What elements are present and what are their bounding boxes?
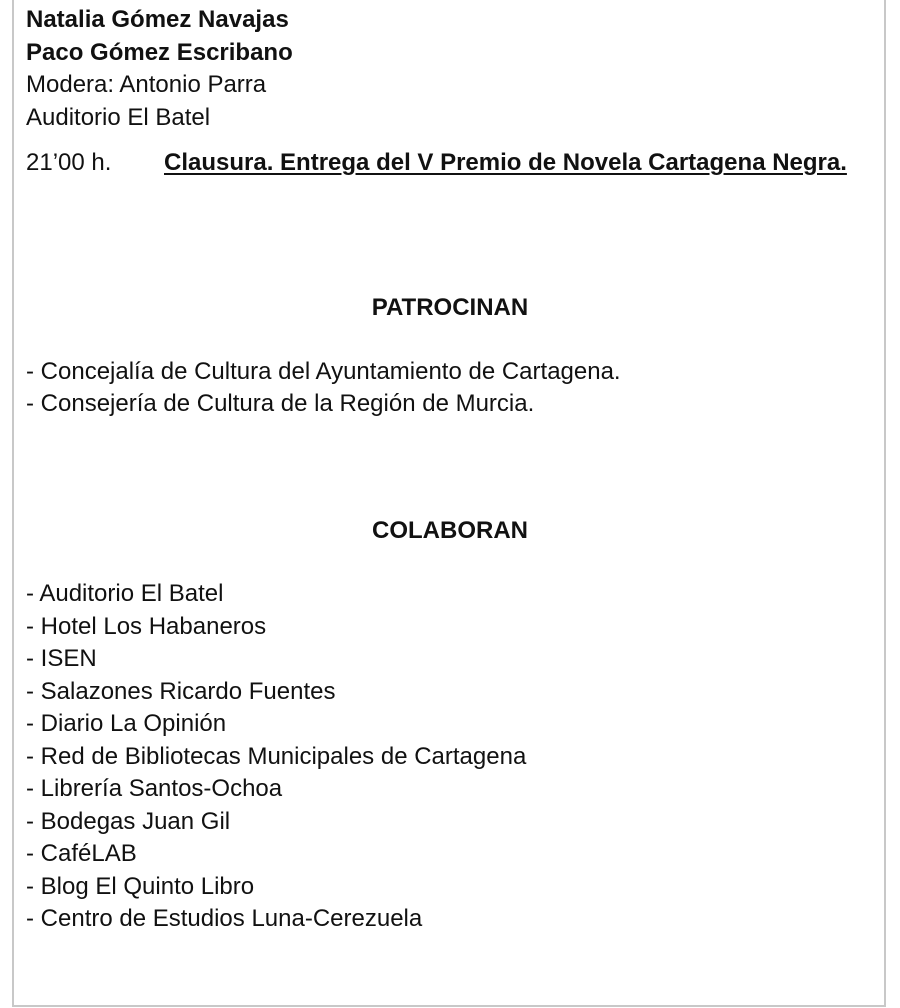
document-body bbox=[26, 4, 874, 936]
collaborator-item: - CaféLAB bbox=[26, 840, 137, 867]
collaborator-item: - Auditorio El Batel bbox=[26, 580, 224, 607]
collaborator-item: - ISEN bbox=[26, 645, 97, 672]
collaborator-item: - Blog El Quinto Libro bbox=[26, 872, 255, 900]
collaborators-heading: COLABORAN bbox=[372, 516, 528, 544]
sponsor-item: - Concejalía de Cultura del Ayuntamiento de Cartagena. bbox=[26, 357, 621, 385]
venue-line: Auditorio El Batel bbox=[26, 103, 211, 131]
participant-name: Natalia Gómez Navajas bbox=[26, 6, 289, 33]
collaborator-item: - Bodegas Juan Gil bbox=[26, 807, 231, 835]
closing-title: Clausura. Entrega del V Premio de Novela Cartagena Negra. bbox=[164, 149, 847, 176]
collaborator-item: - Salazones Ricardo Fuentes bbox=[26, 677, 336, 705]
closing-event bbox=[26, 146, 874, 179]
collaborator-item: - Hotel Los Habaneros bbox=[26, 612, 267, 640]
sponsor-item: - Consejería de Cultura de la Región de Murcia. bbox=[26, 390, 535, 417]
collaborator-item: - Librería Santos-Ochoa bbox=[26, 775, 283, 802]
closing-time: 21’00 h. bbox=[26, 149, 112, 176]
collaborator-item: - Red de Bibliotecas Municipales de Cartagena bbox=[26, 742, 527, 770]
sponsors-heading: PATROCINAN bbox=[371, 294, 529, 321]
sponsors-list bbox=[26, 356, 874, 421]
collaborator-item: - Centro de Estudios Luna-Cerezuela bbox=[26, 905, 423, 932]
moderator-line: Modera: Antonio Parra bbox=[26, 71, 267, 98]
participant-name: Paco Gómez Escribano bbox=[26, 38, 293, 66]
collaborator-item: - Diario La Opinión bbox=[26, 710, 227, 737]
collaborators-list bbox=[26, 578, 874, 936]
